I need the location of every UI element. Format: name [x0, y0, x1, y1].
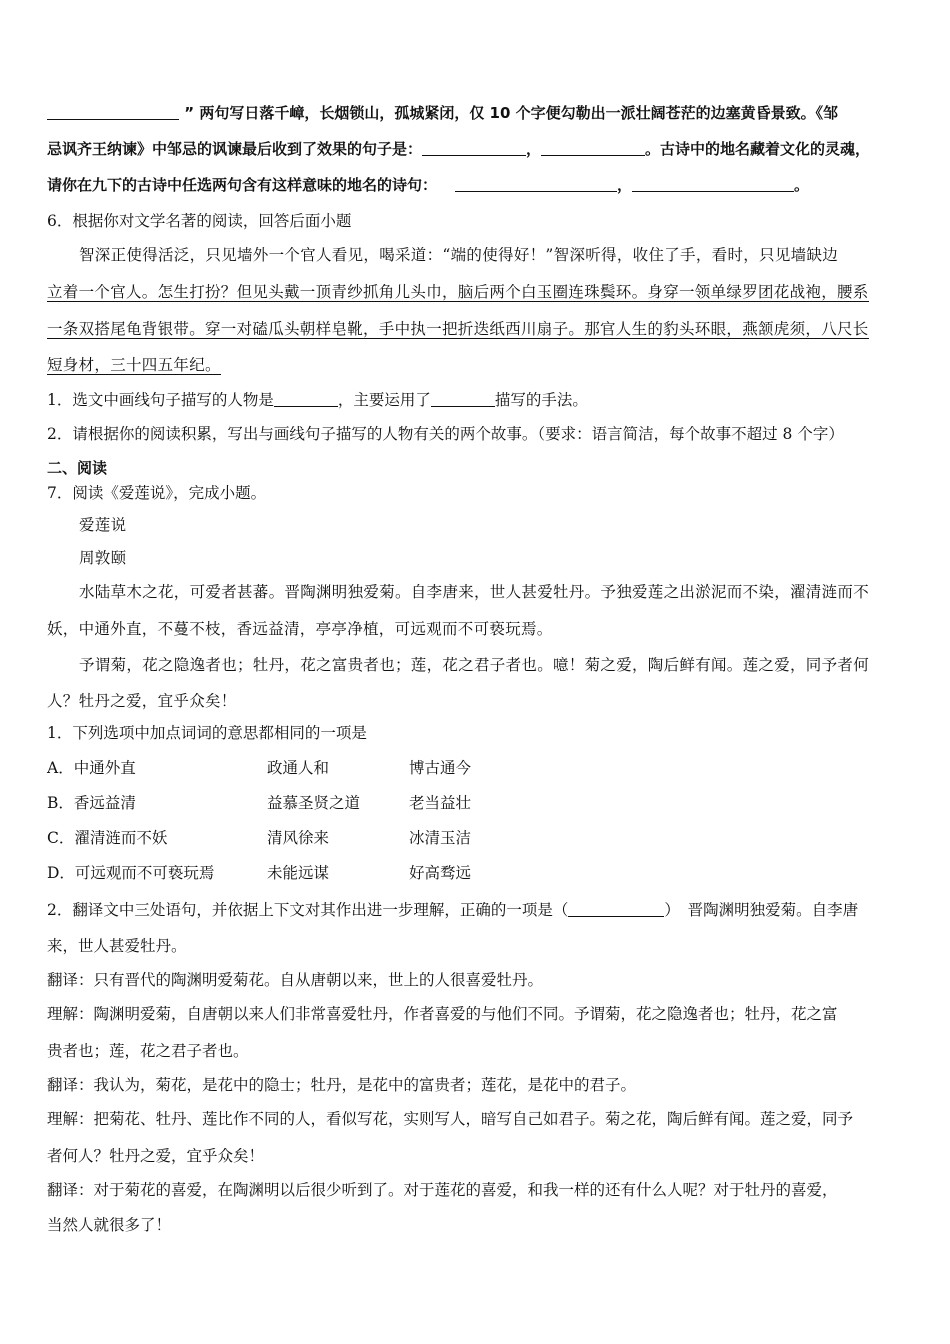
option-c-word-2: 清风徐来: [267, 829, 330, 847]
option-b[interactable]: B．香远益清: [47, 794, 136, 812]
answer-blank[interactable]: [541, 139, 645, 156]
translation-3-line-1: 翻译：对于菊花的喜爱，在陶渊明以后很少听到了。对于莲花的喜爱，和我一样的还有什么人呢？对于牡丹的喜爱，: [47, 1181, 838, 1199]
q6-sub2: 2．请根据你的阅读积累，写出与画线句子描写的人物有关的两个故事。（要求：语言简洁，每个故事不超过 8 个字）: [47, 425, 844, 443]
option-b-word-3: 老当益壮: [409, 794, 472, 812]
line-text: 忌讽齐王纳谏》中邹忌的讽谏最后收到了效果的句子是：: [47, 140, 423, 158]
q6-passage-line-3: [47, 318, 869, 340]
fill-line-1: [47, 102, 838, 124]
option-d-word-3: 好高骛远: [409, 864, 472, 882]
comma: ，: [617, 176, 633, 194]
passage-p2-line-2: 人？牡丹之爱，宜乎众矣！: [47, 692, 237, 710]
q6-passage-line-1: 智深正使得活泛，只见墙外一个官人看见，喝采道：“端的使得好！”智深听得，收住了手，看时，只见墙缺边: [79, 246, 839, 264]
line-text: 描写的手法。: [494, 391, 588, 409]
option-d[interactable]: D．可远观而不可亵玩焉: [47, 864, 215, 882]
passage-p2-line-1: 予谓菊，花之隐逸者也；牡丹，花之富贵者也；莲，花之君子者也。噫！菊之爱，陶后鲜有闻。莲之爱，同予者何: [79, 656, 870, 674]
q7-1-stem: 1．下列选项中加点词词的意思都相同的一项是: [47, 724, 367, 742]
underlined-sentence: 一条双搭尾龟背银带。穿一对磕瓜头朝样皂靴，手中执一把折迭纸西川扇子。那官人生的豹头环眼，燕颔虎须，八尺长: [47, 320, 869, 338]
fill-line-3: [47, 174, 809, 196]
comma: ，: [526, 140, 542, 158]
line-text: 2．翻译文中三处语句，并依据上下文对其作出进一步理解，正确的一项是（: [47, 901, 569, 919]
q6-passage-line-2: [47, 281, 869, 303]
q6-sub1: [47, 389, 588, 411]
underlined-sentence: 短身材，三十四五年纪。: [47, 356, 221, 374]
understanding-1-line-1: 理解：陶渊明爱菊，自唐朝以来人们非常喜爱牡丹，作者喜爱的与他们不同。予谓菊，花之隐逸者也；牡丹，花之富: [47, 1005, 838, 1023]
line-text: ” 两句写日落千嶂，长烟锁山，孤城紧闭，仅 10 个字便勾勒出一派壮阔苍茫的边塞黄昏景致。《邹: [184, 104, 839, 122]
option-a[interactable]: A．中通外直: [47, 759, 136, 777]
line-text: ） 晋陶渊明独爱菊。自李唐: [664, 901, 859, 919]
q7-title: 7．阅读《爱莲说》，完成小题。: [47, 484, 267, 502]
understanding-1-line-2: 贵者也；莲，花之君子者也。: [47, 1042, 249, 1060]
option-c-word-3: 冰清玉洁: [409, 829, 472, 847]
q6-title: 6．根据你对文学名著的阅读，回答后面小题: [47, 212, 352, 230]
answer-blank[interactable]: [632, 175, 794, 192]
passage-p1-line-2: 妖，中通外直，不蔓不枝，香远益清，亭亭净植，可远观而不可亵玩焉。: [47, 620, 553, 638]
translation-3-line-2: 当然人就很多了！: [47, 1216, 172, 1234]
underlined-sentence: 立着一个官人。怎生打扮？但见头戴一顶青纱抓角儿头巾，脑后两个白玉圈连珠鬓环。身穿一领单绿罗团花战袍，腰系: [47, 283, 869, 301]
line-text: ，主要运用了: [337, 391, 431, 409]
answer-blank[interactable]: [455, 175, 617, 192]
section-heading: 二、阅读: [47, 459, 108, 477]
option-b-word-2: 益慕圣贤之道: [267, 794, 361, 812]
q7-2-stem-line-2: 来，世人甚爱牡丹。: [47, 937, 187, 955]
option-a-word-2: 政通人和: [267, 759, 330, 777]
option-a-word-3: 博古通今: [409, 759, 472, 777]
poem-author: 周敦颐: [79, 549, 127, 567]
answer-blank[interactable]: [47, 103, 179, 120]
line-text: 请你在九下的古诗中任选两句含有这样意味的地名的诗句：: [47, 176, 438, 194]
option-d-word-2: 未能远谋: [267, 864, 330, 882]
line-text: 1．选文中画线句子描写的人物是: [47, 391, 274, 409]
translation-2: 翻译：我认为，菊花，是花中的隐士；牡丹，是花中的富贵者；莲花，是花中的君子。: [47, 1076, 637, 1094]
answer-blank[interactable]: [422, 139, 526, 156]
answer-blank[interactable]: [274, 390, 338, 407]
passage-p1-line-1: 水陆草木之花，可爱者甚蕃。晋陶渊明独爱菊。自李唐来，世人甚爱牡丹。予独爱莲之出淤泥而不染，濯清涟而不: [79, 583, 870, 601]
q7-2-stem: [47, 899, 858, 921]
line-text: 。古诗中的地名藏着文化的灵魂，: [645, 140, 871, 158]
q6-passage-line-4: [47, 354, 221, 376]
understanding-2-line-1: 理解：把菊花、牡丹、莲比作不同的人，看似写花，实则写人，暗写自己如君子。菊之花，陶后鲜有闻。莲之爱，同予: [47, 1110, 854, 1128]
understanding-2-line-2: 者何人？牡丹之爱，宜乎众矣！: [47, 1147, 265, 1165]
answer-blank[interactable]: [568, 900, 664, 917]
period: 。: [794, 176, 810, 194]
translation-1: 翻译：只有晋代的陶渊明爱菊花。自从唐朝以来，世上的人很喜爱牡丹。: [47, 971, 544, 989]
poem-title: 爱莲说: [79, 516, 127, 534]
fill-line-2: [47, 138, 870, 160]
answer-blank[interactable]: [431, 390, 495, 407]
option-c[interactable]: C．濯清涟而不妖: [47, 829, 168, 847]
